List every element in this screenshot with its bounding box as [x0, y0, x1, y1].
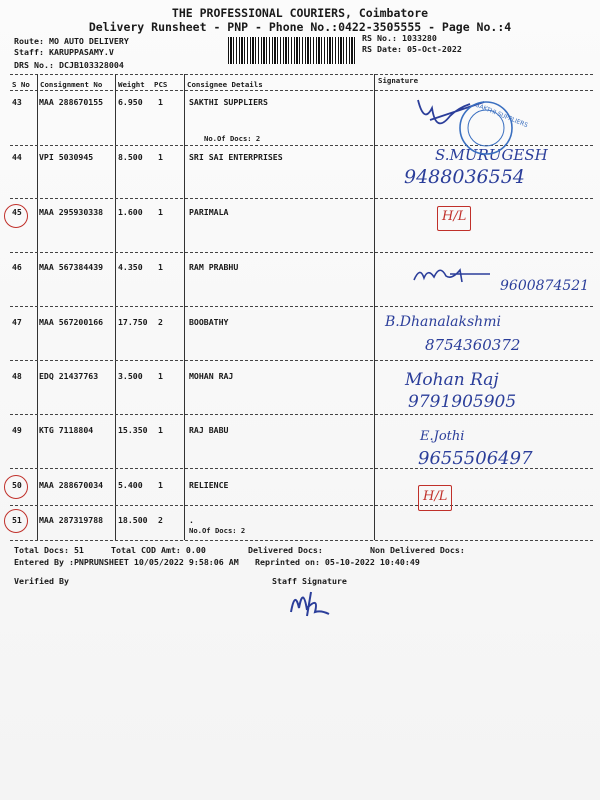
verified-by: Verified By — [14, 576, 69, 586]
non-delivered-docs: Non Delivered Docs: — [370, 545, 465, 555]
row-weight: 15.350 — [118, 425, 148, 435]
table-top-line — [10, 74, 593, 75]
total-docs: Total Docs: 51 — [14, 545, 84, 555]
handwritten-phone: 9655506497 — [418, 448, 533, 469]
row-sno: 44 — [12, 152, 22, 162]
row-consignee: . — [189, 515, 194, 525]
handwritten-phone: 8754360372 — [425, 336, 521, 354]
row-pcs: 1 — [158, 97, 163, 107]
row-consignee: RELIENCE — [189, 480, 229, 490]
handwritten-hold-mark: H/L — [423, 489, 448, 504]
row-consignee: RAM PRABHU — [189, 262, 239, 272]
row-consignment: VPI 5030945 — [39, 152, 94, 162]
row-weight: 3.500 — [118, 371, 143, 381]
col-header-signature: Signature — [378, 76, 419, 85]
row-pcs: 1 — [158, 371, 163, 381]
barcode — [228, 37, 356, 64]
row-consignment: MAA 287319788 — [39, 515, 104, 525]
handwritten-name: S.MURUGESH — [435, 146, 548, 164]
row-pcs: 1 — [158, 207, 163, 217]
handwritten-name: B.Dhanalakshmi — [385, 314, 501, 330]
row-consignee: SRI SAI ENTERPRISES — [189, 152, 283, 162]
handwritten-name: Mohan Raj — [405, 370, 499, 390]
company-title: THE PROFESSIONAL COURIERS, Coimbatore — [171, 6, 429, 20]
col-header-consignment: Consignment No — [40, 80, 103, 89]
entered-by: Entered By :PNPRUNSHEET 10/05/2022 9:58:06 AM — [14, 557, 239, 567]
row-sno: 49 — [12, 425, 22, 435]
row-consignment: MAA 567384439 — [39, 262, 104, 272]
row-weight: 8.500 — [118, 152, 143, 162]
row-weight: 5.400 — [118, 480, 143, 490]
company-stamp — [410, 88, 529, 150]
row-weight: 4.350 — [118, 262, 143, 272]
row-pcs: 2 — [158, 515, 163, 525]
row-divider — [10, 505, 593, 506]
row-consignee: RAJ BABU — [189, 425, 229, 435]
row-weight: 17.750 — [118, 317, 148, 327]
reprinted-on: Reprinted on: 05-10-2022 10:40:49 — [255, 557, 420, 567]
row-docs-count: No.Of Docs: 2 — [204, 134, 261, 143]
runsheet-subtitle: Delivery Runsheet - PNP - Phone No.:0422-3505555 - Page No.:4 — [88, 20, 512, 34]
staff-label: Staff: KARUPPASAMY.V — [14, 47, 114, 57]
row-consignee: MOHAN RAJ — [189, 371, 234, 381]
col-header-pcs: PCS — [154, 80, 168, 89]
row-consignee: BOOBATHY — [189, 317, 229, 327]
row-pcs: 1 — [158, 425, 163, 435]
stamp-text: SAKTHI SUPPLIERS — [474, 101, 529, 130]
row-divider — [10, 414, 593, 415]
row-sno: 47 — [12, 317, 22, 327]
row-pcs: 1 — [158, 480, 163, 490]
col-divider — [184, 74, 185, 540]
row-weight: 18.500 — [118, 515, 148, 525]
row-pcs: 1 — [158, 152, 163, 162]
row-consignment: MAA 567200166 — [39, 317, 104, 327]
row-sno: 43 — [12, 97, 22, 107]
row-consignment: MAA 288670155 — [39, 97, 104, 107]
col-header-weight: Weight — [118, 80, 145, 89]
col-header-consignee: Consignee Details — [187, 80, 263, 89]
row-consignment: MAA 295930338 — [39, 207, 104, 217]
row-pcs: 1 — [158, 262, 163, 272]
route-label: Route: MO AUTO DELIVERY — [14, 36, 129, 46]
handwritten-phone: 9600874521 — [500, 278, 590, 294]
total-cod: Total COD Amt: 0.00 — [111, 545, 206, 555]
delivered-docs: Delivered Docs: — [248, 545, 323, 555]
row-consignment: KTG 7118804 — [39, 425, 94, 435]
handwritten-hold-mark: H/L — [442, 209, 467, 224]
handwritten-name: E.Jothi — [420, 429, 465, 444]
row-sno: 50 — [12, 480, 22, 490]
row-divider — [10, 198, 593, 199]
row-divider — [10, 306, 593, 307]
row-consignee: SAKTHI SUPPLIERS — [189, 97, 268, 107]
handwritten-signature — [410, 262, 500, 288]
staff-signature-label: Staff Signature — [272, 576, 347, 586]
row-sno: 46 — [12, 262, 22, 272]
rs-date: RS Date: 05-Oct-2022 — [362, 44, 462, 54]
row-sno: 51 — [12, 515, 22, 525]
row-weight: 6.950 — [118, 97, 143, 107]
col-divider — [37, 74, 38, 540]
row-sno: 45 — [12, 207, 22, 217]
row-consignment: MAA 288670034 — [39, 480, 104, 490]
staff-signature — [285, 582, 335, 622]
col-divider — [115, 74, 116, 540]
row-pcs: 2 — [158, 317, 163, 327]
row-consignment: EDQ 21437763 — [39, 371, 99, 381]
col-header-sno: S No — [12, 80, 30, 89]
row-weight: 1.600 — [118, 207, 143, 217]
row-divider — [10, 252, 593, 253]
rs-number: RS No.: 1033280 — [362, 33, 437, 43]
handwritten-phone: 9488036554 — [404, 166, 525, 188]
row-docs-count: No.Of Docs: 2 — [189, 526, 246, 535]
row-consignee: PARIMALA — [189, 207, 229, 217]
col-divider — [374, 74, 375, 540]
drs-number: DRS No.: DCJB103328004 — [14, 60, 124, 70]
row-sno: 48 — [12, 371, 22, 381]
row-divider — [10, 360, 593, 361]
handwritten-phone: 9791905905 — [408, 392, 517, 412]
table-bottom-line — [10, 540, 593, 541]
